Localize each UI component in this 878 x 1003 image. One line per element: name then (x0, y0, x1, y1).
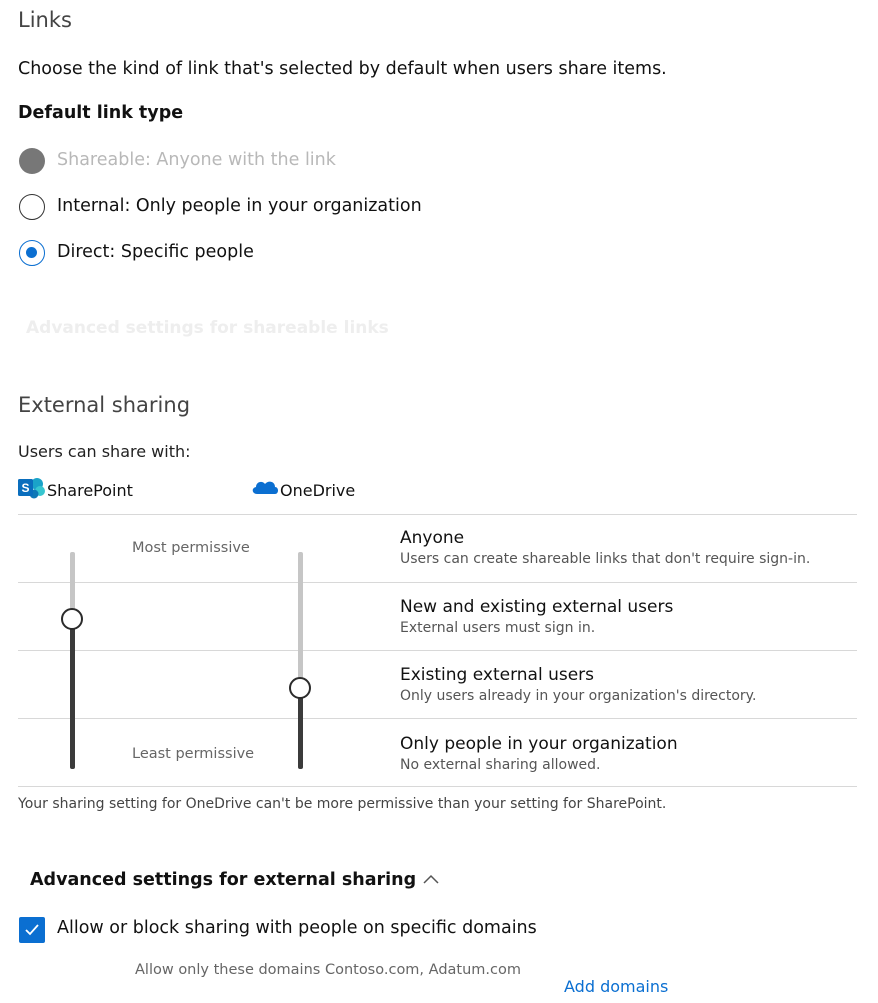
level-anyone-desc: Users can create shareable links that don't require sign-in. (400, 551, 811, 567)
sharepoint-slider-track-filled (70, 620, 75, 769)
level-divider-1 (18, 582, 857, 583)
level-divider-bottom (18, 786, 857, 787)
domains-checkbox-label[interactable]: Allow or block sharing with people on specific domains (57, 918, 537, 938)
onedrive-label: OneDrive (280, 481, 356, 500)
level-new-existing-title: New and existing external users (400, 597, 674, 617)
onedrive-slider-track-filled (298, 688, 303, 769)
links-description: Choose the kind of link that's selected by default when users share items. (18, 59, 667, 79)
checkmark-icon (19, 917, 45, 943)
radio-internal-organization[interactable] (19, 194, 45, 220)
sharepoint-slider-thumb[interactable] (61, 608, 83, 630)
radio-shareable-anyone (19, 148, 45, 174)
level-new-existing-desc: External users must sign in. (400, 620, 596, 636)
onedrive-slider-track-empty (298, 552, 303, 688)
level-divider-3 (18, 718, 857, 719)
onedrive-permission-note: Your sharing setting for OneDrive can't be more permissive than your setting for SharePoint. (18, 796, 667, 812)
advanced-external-sharing-toggle[interactable] (30, 870, 441, 890)
level-anyone-title: Anyone (400, 528, 465, 548)
advanced-shareable-links-link[interactable]: Advanced settings for shareable links (26, 318, 389, 338)
sharepoint-logo-icon (18, 476, 46, 500)
level-org-only-desc: No external sharing allowed. (400, 757, 601, 773)
level-org-only-title: Only people in your organization (400, 734, 678, 754)
external-sharing-title: External sharing (18, 393, 191, 417)
onedrive-cloud-icon (251, 478, 279, 496)
add-domains-link[interactable]: Add domains (564, 977, 669, 996)
radio-internal-organization-label[interactable]: Internal: Only people in your organization (57, 196, 422, 216)
allowed-domains-text: Allow only these domains Contoso.com, Adatum.com (135, 962, 521, 978)
level-divider-2 (18, 650, 857, 651)
default-link-type-label: Default link type (18, 103, 184, 123)
radio-direct-specific-people-label[interactable]: Direct: Specific people (57, 242, 254, 262)
level-existing-title: Existing external users (400, 665, 595, 685)
least-permissive-label: Least permissive (132, 746, 255, 762)
links-section-title: Links (18, 8, 72, 32)
most-permissive-label: Most permissive (132, 540, 250, 556)
sharepoint-label: SharePoint (47, 481, 133, 500)
domains-checkbox[interactable] (19, 917, 45, 943)
onedrive-slider-thumb[interactable] (289, 677, 311, 699)
level-divider-top (18, 514, 857, 515)
users-can-share-with-label: Users can share with: (18, 442, 191, 461)
level-existing-desc: Only users already in your organization's directory. (400, 688, 757, 704)
svg-text:S: S (21, 481, 30, 495)
radio-shareable-anyone-label: Shareable: Anyone with the link (57, 150, 336, 170)
chevron-up-icon (421, 873, 441, 887)
advanced-external-sharing-title: Advanced settings for external sharing (30, 870, 417, 890)
radio-direct-specific-people[interactable] (19, 240, 45, 266)
